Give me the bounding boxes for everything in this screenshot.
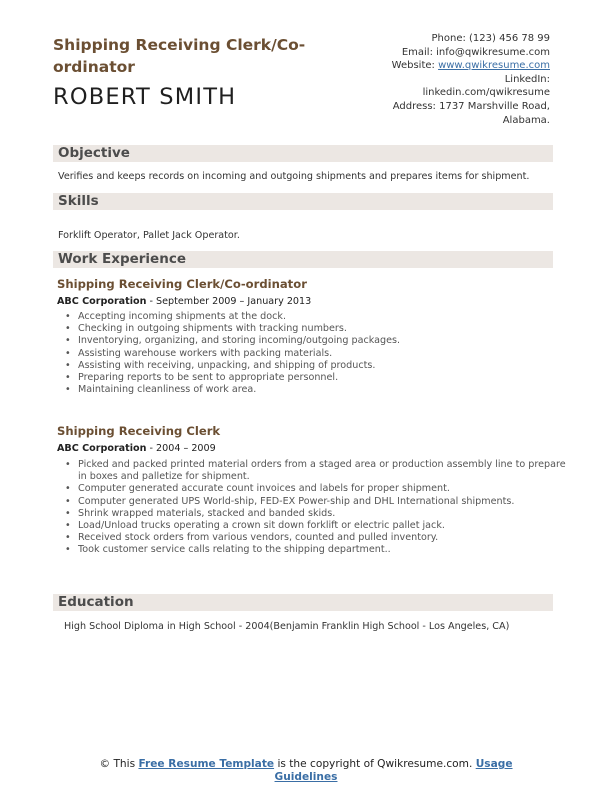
footer-copyright bbox=[80, 758, 532, 784]
contact-phone: Phone: (123) 456 78 99 bbox=[431, 33, 550, 44]
duty-item: • Accepting incoming shipments at the dock. bbox=[78, 311, 573, 323]
education-text: High School Diploma in High School - 2004(Benjamin Franklin High School - Los Angeles, CA) bbox=[64, 621, 510, 632]
skills-title: Skills bbox=[58, 193, 99, 209]
duty-item: • Took customer service calls relating to the shipping department.. bbox=[78, 544, 573, 556]
footer-prefix: © This bbox=[99, 758, 139, 770]
duty-item: • Shrink wrapped materials, stacked and banded skids. bbox=[78, 508, 573, 520]
contact-website-label: Website: bbox=[391, 60, 439, 72]
duty-item: • Received stock orders from various vendors, counted and pulled inventory. bbox=[78, 532, 573, 544]
duty-item: • Assisting with receiving, unpacking, and shipping of products. bbox=[78, 360, 573, 372]
duty-item: • Checking in outgoing shipments with tracking numbers. bbox=[78, 323, 573, 335]
education-title: Education bbox=[58, 594, 134, 610]
contact-address-line2: Alabama. bbox=[502, 114, 550, 126]
duty-item: • Picked and packed printed material orders from a staged area or production assembly line to prepare in boxes and palletize for shipment. bbox=[78, 459, 573, 483]
job-1-duties bbox=[57, 311, 573, 396]
contact-linkedin-label: LinkedIn: bbox=[504, 73, 550, 85]
job-1-title: Shipping Receiving Clerk/Co-ordinator bbox=[57, 277, 307, 291]
job-2-dates: - 2004 – 2009 bbox=[146, 443, 216, 454]
contact-linkedin-value: linkedin.com/qwikresume bbox=[422, 87, 550, 99]
education-section-header bbox=[53, 594, 553, 611]
job-2-company: ABC Corporation bbox=[57, 443, 147, 454]
candidate-name: ROBERT SMITH bbox=[53, 84, 237, 110]
contact-website bbox=[310, 59, 550, 73]
job-2-title: Shipping Receiving Clerk bbox=[57, 424, 221, 438]
skills-section-header bbox=[53, 193, 553, 210]
contact-email: Email: info@qwikresume.com bbox=[401, 46, 550, 58]
free-resume-template-link[interactable]: Free Resume Template bbox=[138, 758, 275, 770]
skills-text: Forklift Operator, Pallet Jack Operator. bbox=[58, 230, 240, 241]
job-title: Shipping Receiving Clerk/Co-ordinator bbox=[53, 36, 306, 76]
objective-section-header bbox=[53, 145, 553, 162]
job-1-dates: - September 2009 – January 2013 bbox=[146, 296, 312, 307]
duty-item: • Assisting warehouse workers with packing materials. bbox=[78, 348, 573, 360]
job-2-meta bbox=[57, 443, 216, 454]
website-link[interactable]: www.qwikresume.com bbox=[438, 60, 550, 72]
usage-guidelines-link[interactable]: Usage Guidelines bbox=[274, 758, 513, 783]
job-1-company: ABC Corporation bbox=[57, 296, 147, 307]
job-2-duties bbox=[57, 459, 573, 557]
duty-item: • Preparing reports to be sent to appropriate personnel. bbox=[78, 372, 573, 384]
duty-item: • Inventorying, organizing, and storing incoming/outgoing packages. bbox=[78, 335, 573, 347]
contact-block bbox=[310, 32, 550, 127]
duty-item: • Computer generated accurate count invoices and labels for proper shipment. bbox=[78, 483, 573, 495]
contact-address-line1: Address: 1737 Marshville Road, bbox=[392, 100, 550, 112]
footer-middle: is the copyright of Qwikresume.com. bbox=[274, 758, 476, 770]
duty-item: • Maintaining cleanliness of work area. bbox=[78, 384, 573, 396]
work-experience-section-header bbox=[53, 251, 553, 268]
work-experience-title: Work Experience bbox=[58, 251, 186, 267]
job-1-meta bbox=[57, 296, 311, 307]
objective-text: Verifies and keeps records on incoming and outgoing shipments and prepares items for shipment. bbox=[58, 171, 530, 182]
objective-title: Objective bbox=[58, 145, 130, 161]
duty-item: • Computer generated UPS World-ship, FED-EX Power-ship and DHL International shipments. bbox=[78, 496, 573, 508]
duty-item: • Load/Unload trucks operating a crown sit down forklift or electric pallet jack. bbox=[78, 520, 573, 532]
